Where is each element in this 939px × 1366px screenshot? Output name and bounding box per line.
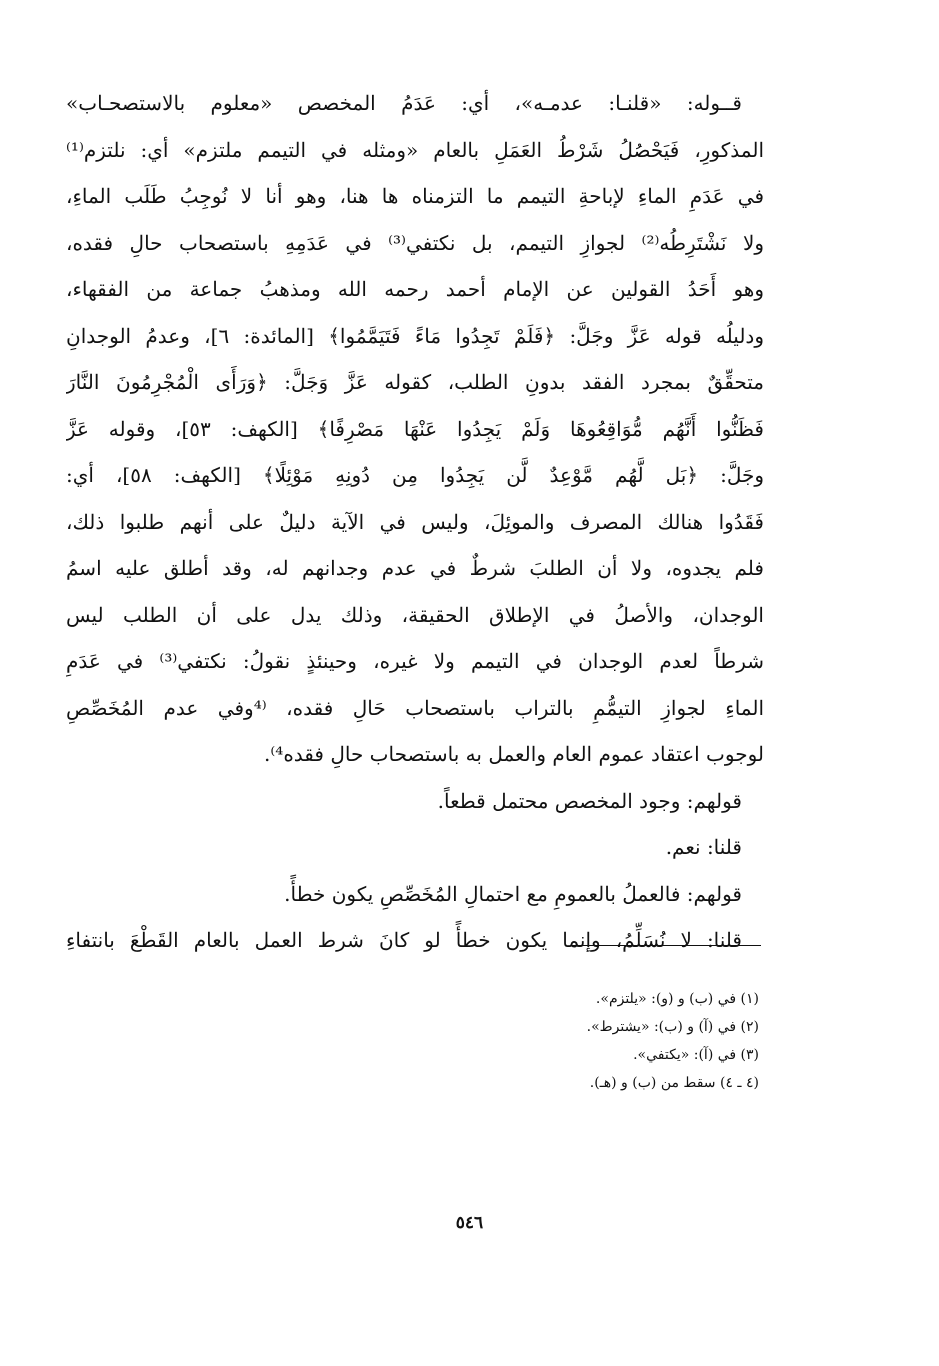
footnote-item: (٤ ـ ٤) سقط من (ب) و (هـ). [589,1075,759,1091]
text-line: لوجوب اعتقاد عموم العام والعمل به باستصحاب حالِ فقده⁴⁾. [264,742,764,766]
main-text-block [66,80,764,964]
text-line: الوجدان، والأصلُ في الإطلاق الحقيقة، وذلك يدل على أن الطلب ليس [66,602,764,627]
text-line: فَقَدُوا هنالك المصرف والموئِلَ، وليس في الآية دليلٌ على أنهم طلبوا ذلك، [66,509,764,534]
text-line: الماءِ لجوازِ التيمُّمِ بالتراب باستصحاب حَالِ فقده، ⁽⁴وفي عدم المُخَصِّصِ [66,695,764,720]
text-line: وجَلَّ: ﴿بَل لَّهُم مَّوْعِدٌ لَّن يَجِدُوا مِن دُونِهِ مَوْئِلًا﴾ [الكهف: ٥٨]، أي: [66,463,764,487]
footnotes [339,985,759,1097]
footnote-item: (١) في (ب) و (و): «يلتزم». [595,991,759,1007]
text-line: قــوله: «قلنـا: عدمـه»، أي: عَدَمُ المخصص «معلوم بالاستصحـاب» [66,91,742,115]
text-line: شرطاً لعدم الوجدان في التيمم ولا غيره، وحينئذٍ نقولُ: نكتفي⁽³⁾ في عَدَمِ [66,649,764,673]
footnote-divider [571,945,761,946]
text-line: فَظَنُّوا أَنَّهُم مُّوَاقِعُوهَا وَلَمْ يَجِدُوا عَنْهَا مَصْرِفًا﴾ [الكهف: ٥٣]، وقوله عَزَّ [66,416,764,441]
footnote-item: (٣) في (آ): «يكتفي». [633,1047,759,1063]
text-line: قلنا: لا نُسَلِّمُ، وإنما يكون خطأً لو كانَ شرط العمل بالعام القَطْعَ بانتفاءِ [66,928,742,952]
text-line: فلم يجدوه، ولا أن الطلبَ شرطٌ في عدم وجدانهم له، وقد أطلق عليه اسمُ [66,556,764,580]
page-number: ٥٤٦ [455,1213,484,1233]
text-line: ولا نَشْتَرِطُه⁽²⁾ لجوازِ التيمم، بل نكتفي⁽³⁾ في عَدَمِهِ باستصحاب حالِ فقده، [66,230,764,255]
text-line: ودليلُه قوله عَزَّ وجَلَّ: ﴿فَلَمْ تَجِدُوا مَاءً فَتَيَمَّمُوا﴾ [المائدة: ٦]، وعدمُ الوجدانِ [66,323,764,348]
text-line: قلنا: نعم. [665,835,742,859]
text-line: وهو أَحَدُ القولين عن الإمام أحمد رحمه الله ومذهبُ جماعة من الفقهاء، [66,277,764,301]
text-line: متحقِّقٌ بمجرد الفقد بدونِ الطلب، كقوله عَزَّ وَجَلَّ: ﴿وَرَأَى الْمُجْرِمُونَ النَّارَ [66,370,764,394]
footnote-item: (٢) في (آ) و (ب): «يشترط». [586,1019,759,1035]
text-line: قولهم: فالعملُ بالعمومِ مع احتمالِ المُخَصِّصِ يكون خطأً. [284,881,742,906]
text-line: قولهم: وجود المخصص محتمل قطعاً. [437,788,742,813]
text-line: المذكورِ، فَيَحْصُلُ شَرْطُ العَمَلِ بالعام «ومثله في التيمم ملتزم» أي: نلتزم⁽¹⁾ [66,137,764,162]
text-line: في عَدَمِ الماءِ لإباحةِ التيمم ما التزمناه ها هنا، وهو أنا لا نُوجِبُ طَلَب الماءِ، [66,184,764,208]
